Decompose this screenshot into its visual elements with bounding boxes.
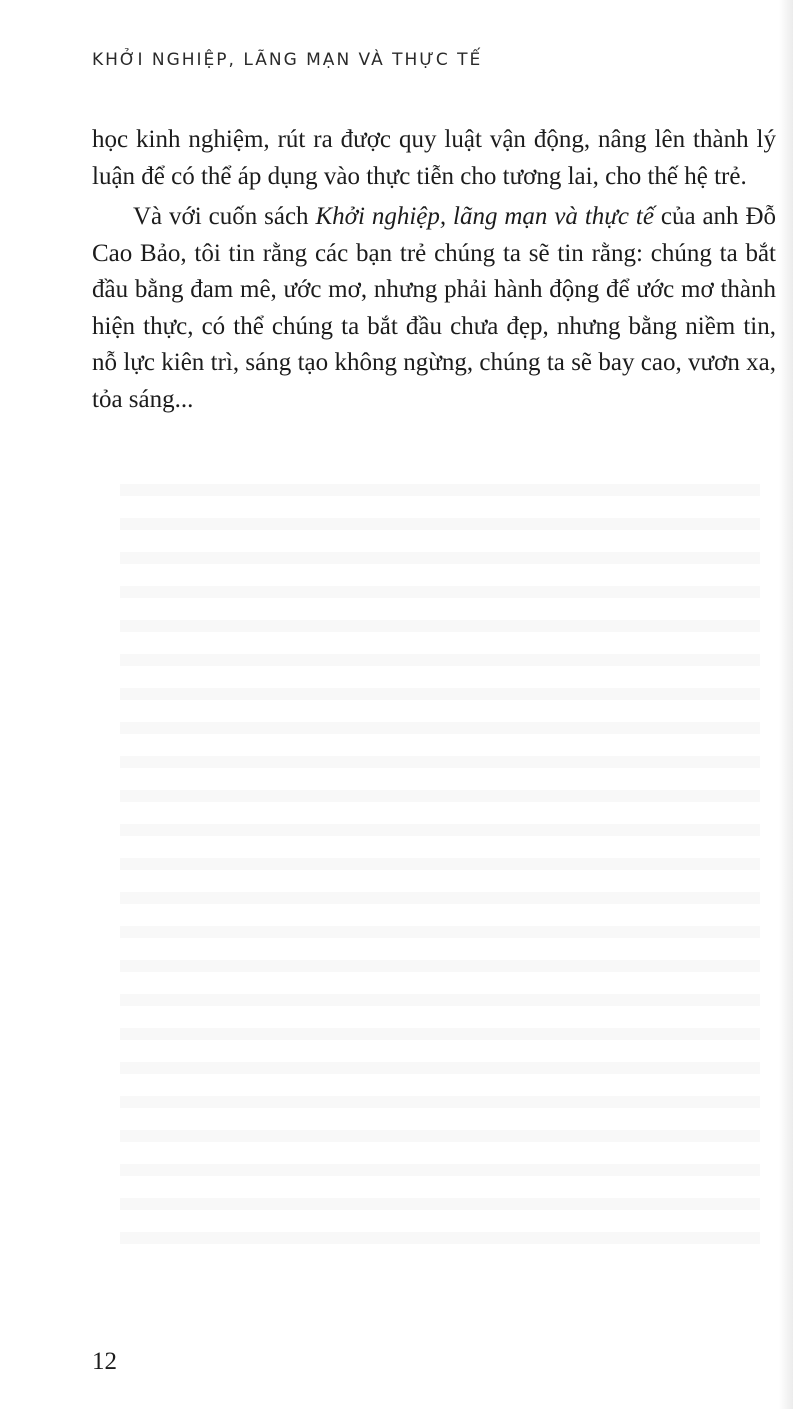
book-title: Khởi nghiệp, lãng mạn và thực tế xyxy=(315,203,654,230)
page-edge-shadow xyxy=(779,0,793,1409)
page-number: 12 xyxy=(92,1348,117,1375)
paragraph-text-after-title: của anh Đỗ Cao Bảo, tôi tin rằng các bạn trẻ chúng ta sẽ tin rằng: chúng ta bắt đầu bằng đam mê, ước mơ, nhưng phải hành động để ước mơ thành hiện thực, có thể chúng ta bắt đầu chưa đẹp, nhưng bằng niềm tin, nỗ lực kiên trì, sáng tạo không ngừng, chúng ta sẽ bay cao, vươn xa, tỏa sáng... xyxy=(92,203,777,413)
running-header: KHỞI NGHIỆP, LÃNG MẠN VÀ THỰC TẾ xyxy=(92,50,483,70)
paragraph-continued: học kinh nghiệm, rút ra được quy luật vận động, nâng lên thành lý luận để có thể áp dụng vào thực tiễn cho tương lai, cho thế hệ trẻ. xyxy=(92,126,776,190)
paragraph-book-mention xyxy=(92,199,776,418)
body-text xyxy=(92,122,776,418)
paragraph-text-before-title: Và với cuốn sách xyxy=(133,203,316,230)
reverse-side-show-through xyxy=(120,470,760,1260)
